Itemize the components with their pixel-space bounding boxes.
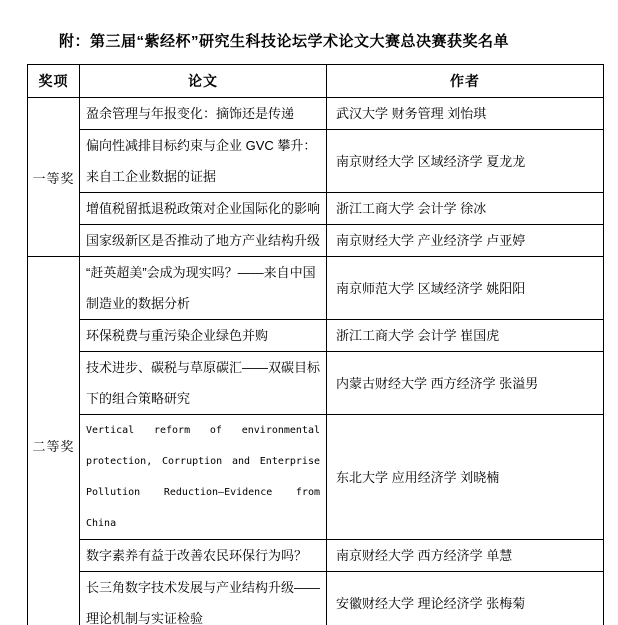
table-row: [28, 98, 604, 130]
award-cell-second-prize: 二等奖: [28, 257, 80, 625]
column-header-award: 奖项: [28, 65, 80, 98]
paper-title: 增值税留抵退税政策对企业国际化的影响: [80, 193, 327, 225]
author-info: 安徽财经大学 理论经济学 张梅菊: [327, 572, 604, 625]
paper-title: 偏向性减排目标约束与企业 GVC 攀升：来自工企业数据的证据: [80, 130, 327, 193]
award-cell-first-prize: 一等奖: [28, 98, 80, 257]
author-info: 南京财经大学 西方经济学 单慧: [327, 540, 604, 572]
table-row: [28, 225, 604, 257]
author-info: 南京财经大学 产业经济学 卢亚婷: [327, 225, 604, 257]
paper-title: 数字素养有益于改善农民环保行为吗？: [80, 540, 327, 572]
author-info: 内蒙古财经大学 西方经济学 张溢男: [327, 352, 604, 415]
paper-title: 国家级新区是否推动了地方产业结构升级: [80, 225, 327, 257]
paper-title: Vertical reform of environmental protection, Corruption and Enterprise Pollution Reduction—Evidence from China: [80, 415, 327, 540]
paper-title: 环保税费与重污染企业绿色并购: [80, 320, 327, 352]
table-row: [28, 320, 604, 352]
author-info: 武汉大学 财务管理 刘怡琪: [327, 98, 604, 130]
table-row: [28, 193, 604, 225]
column-header-paper: 论文: [80, 65, 327, 98]
table-row: [28, 352, 604, 415]
table-row: [28, 540, 604, 572]
paper-title: 长三角数字技术发展与产业结构升级——理论机制与实证检验: [80, 572, 327, 625]
author-info: 浙江工商大学 会计学 崔国虎: [327, 320, 604, 352]
author-info: 浙江工商大学 会计学 徐冰: [327, 193, 604, 225]
page-title: 附：第三届“紫经杯”研究生科技论坛学术论文大赛总决赛获奖名单: [59, 33, 510, 50]
author-info: 东北大学 应用经济学 刘晓楠: [327, 415, 604, 540]
author-info: 南京财经大学 区域经济学 夏龙龙: [327, 130, 604, 193]
column-header-author: 作者: [327, 65, 604, 98]
table-body: [28, 98, 604, 625]
awards-table: [27, 64, 604, 625]
table-row: [28, 130, 604, 193]
table-row: [28, 572, 604, 625]
header-row: [28, 65, 604, 98]
paper-title: “赶英超美”会成为现实吗？——来自中国制造业的数据分析: [80, 257, 327, 320]
table-row: [28, 257, 604, 320]
author-info: 南京师范大学 区域经济学 姚阳阳: [327, 257, 604, 320]
paper-title: 技术进步、碳税与草原碳汇——双碳目标下的组合策略研究: [80, 352, 327, 415]
table-row: [28, 415, 604, 540]
paper-title: 盈余管理与年报变化：摘饰还是传递: [80, 98, 327, 130]
